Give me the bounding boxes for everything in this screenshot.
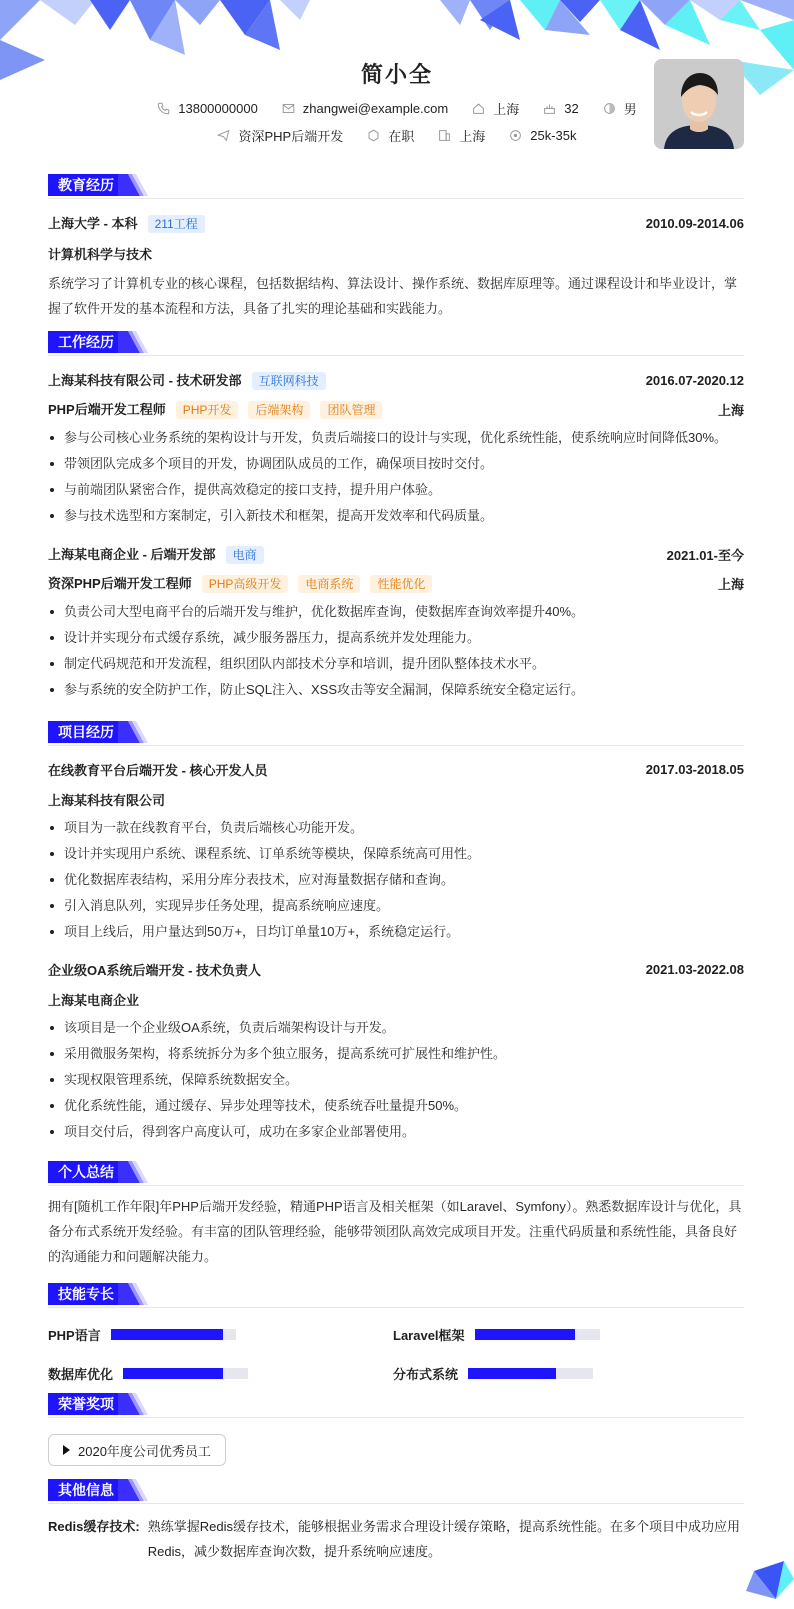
skill-name: 分布式系统: [393, 1367, 459, 1382]
education-section: [48, 174, 744, 321]
work-role-row: [48, 573, 744, 593]
education-header: [48, 174, 744, 199]
section-tail-decoration: [118, 1393, 152, 1415]
list-item: 与前端团队紧密合作，提供高效稳定的接口支持，提升用户体验。: [48, 477, 744, 503]
skills-grid: [48, 1325, 744, 1383]
projects-header: [48, 721, 744, 746]
project-bullets: [48, 1015, 744, 1145]
project-entry: [48, 960, 744, 1145]
skills-title: 技能专长: [48, 1283, 124, 1305]
summary-text: 拥有[随机工作年限]年PHP后端开发经验，精通PHP语言及相关框架（如Laravel、Symfony）。熟悉数据库设计与优化，具备分布式系统开发经验。有丰富的团队管理经验，能够带领团队高效完成项目开发。注重代码质量和系统性能，具备良好的沟通能力和问题解决能力。: [48, 1199, 742, 1264]
work-entry: [48, 370, 744, 529]
skill-bar: [123, 1368, 248, 1379]
list-item: 优化数据库表结构，采用分库分表技术，应对海量数据存储和查询。: [48, 867, 744, 893]
phone-text: 13800000000: [178, 101, 258, 116]
work-company-row: [48, 370, 744, 390]
award-text: 2020年度公司优秀员工: [78, 1443, 211, 1459]
work-date: 2016.07-2020.12: [645, 372, 744, 388]
work-location: 上海: [717, 402, 744, 418]
work-skill-tag: 团队管理: [320, 401, 382, 419]
section-tail-decoration: [118, 721, 152, 743]
skill-name: PHP语言: [48, 1328, 101, 1343]
skill-item: [393, 1325, 738, 1344]
mail-icon: [282, 102, 295, 115]
skill-bar-fill: [123, 1368, 223, 1379]
age-item: [543, 101, 578, 116]
work-role-row: [48, 399, 744, 419]
avatar-portrait: [654, 59, 744, 149]
awards-section: [48, 1393, 744, 1466]
project-company: 上海某科技有限公司: [48, 793, 166, 808]
project-title: 企业级OA系统后端开发 - 技术负责人: [48, 963, 262, 978]
education-description: 系统学习了计算机专业的核心课程，包括数据结构、算法设计、操作系统、数据库原理等。通过课程设计和毕业设计，掌握了软件开发的基本流程和方法，具备了扎实的理论基础和实践能力。: [48, 276, 738, 316]
summary-header: [48, 1161, 744, 1186]
candidate-name: 简小全: [360, 62, 433, 87]
section-tail-decoration: [118, 331, 152, 353]
position-text: 资深PHP后端开发: [238, 129, 344, 144]
list-item: 项目为一款在线教育平台，负责后端核心功能开发。: [48, 815, 744, 841]
skill-name: Laravel框架: [393, 1328, 465, 1343]
list-item: 设计并实现分布式缓存系统，减少服务器压力，提高系统并发处理能力。: [48, 625, 744, 651]
skill-item: [48, 1325, 393, 1344]
project-title-row: [48, 960, 744, 979]
education-tag: 211工程: [148, 215, 205, 233]
skill-item: [48, 1364, 393, 1383]
city-item: [472, 99, 519, 118]
skill-item: [393, 1364, 738, 1383]
work-company: 上海某电商企业 - 后端开发部: [48, 547, 216, 562]
other-header: [48, 1479, 744, 1504]
work-header: [48, 331, 744, 356]
section-tail-decoration: [118, 174, 152, 196]
play-icon: [63, 1445, 70, 1455]
awards-title: 荣誉奖项: [48, 1393, 124, 1415]
summary-title: 个人总结: [48, 1161, 124, 1183]
work-company: 上海某科技有限公司 - 技术研发部: [48, 373, 242, 388]
skill-name: 数据库优化: [48, 1367, 114, 1382]
project-date: 2021.03-2022.08: [645, 962, 744, 977]
work-company-wrap: [48, 544, 264, 564]
phone-icon: [157, 102, 170, 115]
hexagon-icon: [367, 129, 380, 142]
section-tail-decoration: [118, 1479, 152, 1501]
age-text: 32: [564, 101, 579, 116]
work-industry-tag: 互联网科技: [252, 372, 326, 390]
work-role-wrap: [48, 573, 432, 593]
gender-item: [603, 99, 637, 118]
home-icon: [472, 102, 485, 115]
projects-section: [48, 721, 744, 1145]
work-skill-tag: 性能优化: [370, 575, 432, 593]
other-text: 熟练掌握Redis缓存技术，能够根据业务需求合理设计缓存策略，提高系统性能。在多个项目中成功应用Redis，减少数据库查询次数，提升系统响应速度。: [147, 1519, 740, 1559]
work-skill-tag: PHP开发: [176, 401, 239, 419]
list-item: 负责公司大型电商平台的后端开发与维护，优化数据库查询，使数据库查询效率提升40%。: [48, 599, 744, 625]
skill-bar: [468, 1368, 593, 1379]
list-item: 参与系统的安全防护工作，防止SQL注入、XSS攻击等安全漏洞，保障系统安全稳定运行。: [48, 677, 744, 703]
list-item: 参与技术选型和方案制定，引入新技术和框架，提高开发效率和代码质量。: [48, 503, 744, 529]
other-section: [48, 1479, 744, 1564]
education-school-wrap: [48, 213, 205, 233]
gender-icon: [603, 102, 616, 115]
coin-icon: [509, 129, 522, 142]
gender-text: 男: [623, 102, 637, 117]
work-section: [48, 331, 744, 703]
project-company: 上海某电商企业: [48, 993, 140, 1008]
work-company-row: [48, 544, 744, 564]
other-item: [48, 1514, 744, 1564]
skill-bar: [475, 1329, 600, 1340]
list-item: 设计并实现用户系统、课程系统、订单系统等模块，保障系统高可用性。: [48, 841, 744, 867]
position-item: [217, 126, 343, 145]
other-title: 其他信息: [48, 1479, 124, 1501]
work-location: 上海: [717, 576, 744, 592]
awards-header: [48, 1393, 744, 1418]
other-label: Redis缓存技术:: [48, 1519, 140, 1534]
status-text: 在职: [388, 129, 415, 144]
education-date: 2010.09-2014.06: [645, 215, 744, 231]
section-tail-decoration: [118, 1283, 152, 1305]
section-tail-decoration: [118, 1161, 152, 1183]
phone-item: [157, 101, 258, 116]
skills-section: [48, 1283, 744, 1383]
salary-item: [509, 128, 576, 143]
cake-icon: [543, 102, 556, 115]
skill-bar-fill: [468, 1368, 556, 1379]
city-text: 上海: [493, 102, 520, 117]
send-icon: [217, 129, 230, 142]
work-role-wrap: [48, 399, 382, 419]
work-company-wrap: [48, 370, 326, 390]
skills-header: [48, 1283, 744, 1308]
work-bullets: [48, 425, 744, 529]
work-industry-tag: 电商: [226, 546, 264, 564]
work-title: 工作经历: [48, 331, 124, 353]
award-item: [48, 1434, 226, 1466]
work-date: 2021.01-至今: [666, 547, 744, 563]
skill-bar: [111, 1329, 236, 1340]
skill-bar-fill: [111, 1329, 224, 1340]
building-icon: [438, 129, 451, 142]
email-text: zhangwei@example.com: [302, 101, 449, 116]
project-date: 2017.03-2018.05: [645, 762, 744, 777]
work-skill-tag: 电商系统: [298, 575, 360, 593]
list-item: 该项目是一个企业级OA系统，负责后端架构设计与开发。: [48, 1015, 744, 1041]
education-row: [48, 213, 744, 233]
list-item: 项目交付后，得到客户高度认可，成功在多家企业部署使用。: [48, 1119, 744, 1145]
status-item: [367, 126, 414, 145]
work-role: PHP后端开发工程师: [48, 402, 166, 417]
list-item: 项目上线后，用户量达到50万+，日均订单量10万+，系统稳定运行。: [48, 919, 744, 945]
list-item: 参与公司核心业务系统的架构设计与开发，负责后端接口的设计与实现，优化系统性能，使系统响应时间降低30%。: [48, 425, 744, 451]
education-major: 计算机科学与技术: [48, 247, 153, 262]
work-skill-tag: PHP高级开发: [202, 575, 289, 593]
list-item: 采用微服务架构，将系统拆分为多个独立服务，提高系统可扩展性和维护性。: [48, 1041, 744, 1067]
education-title: 教育经历: [48, 174, 124, 196]
work-skill-tag: 后端架构: [248, 401, 310, 419]
summary-section: [48, 1161, 744, 1269]
projects-title: 项目经历: [48, 721, 124, 743]
email-item: [282, 101, 448, 116]
corner-decoration: [734, 1549, 794, 1609]
list-item: 带领团队完成多个项目的开发，协调团队成员的工作，确保项目按时交付。: [48, 451, 744, 477]
work-bullets: [48, 599, 744, 703]
list-item: 引入消息队列，实现异步任务处理，提高系统响应速度。: [48, 893, 744, 919]
intent-city-item: [438, 126, 485, 145]
skill-bar-fill: [475, 1329, 575, 1340]
project-title: 在线教育平台后端开发 - 核心开发人员: [48, 763, 268, 778]
project-title-row: [48, 760, 744, 779]
list-item: 制定代码规范和开发流程，组织团队内部技术分享和培训，提升团队整体技术水平。: [48, 651, 744, 677]
salary-text: 25k-35k: [530, 128, 577, 143]
work-entry: [48, 544, 744, 703]
work-role: 资深PHP后端开发工程师: [48, 576, 192, 591]
list-item: 优化系统性能，通过缓存、异步处理等技术，使系统吞吐量提升50%。: [48, 1093, 744, 1119]
education-school: 上海大学 - 本科: [48, 216, 138, 231]
profile-photo: [654, 59, 744, 149]
list-item: 实现权限管理系统，保障系统数据安全。: [48, 1067, 744, 1093]
intent-city-text: 上海: [459, 129, 486, 144]
project-bullets: [48, 815, 744, 945]
project-entry: [48, 760, 744, 945]
awards-list: [48, 1434, 744, 1466]
